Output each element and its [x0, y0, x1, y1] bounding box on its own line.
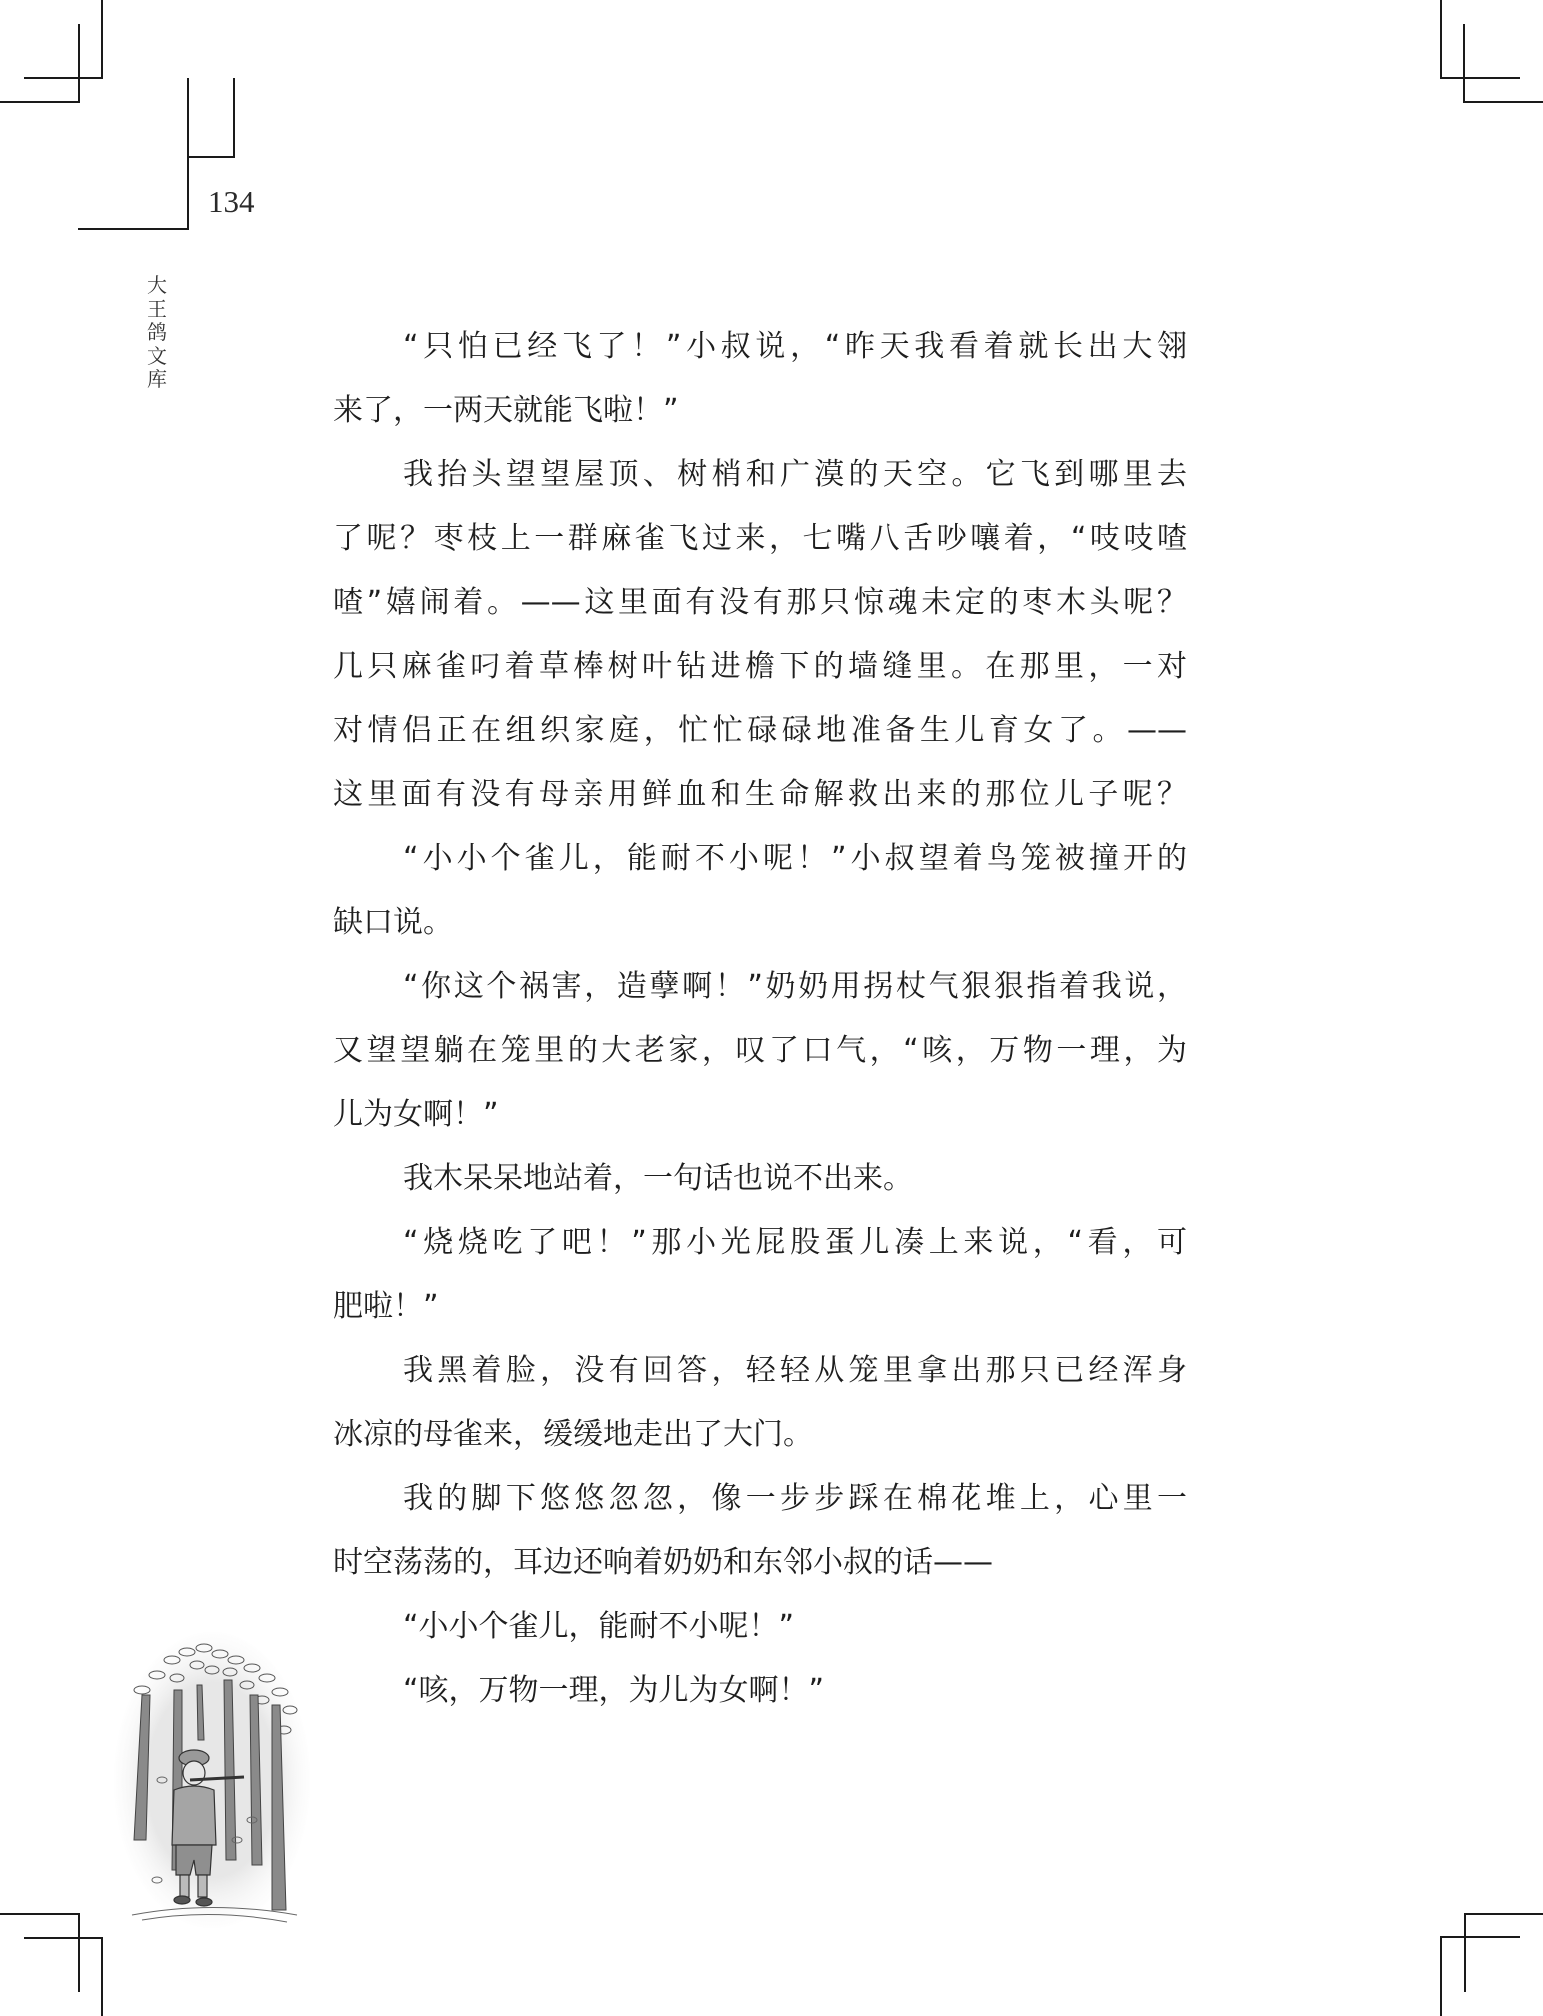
text-line: “你这个祸害，造孽啊！”奶奶用拐杖气狠狠指着我说，: [403, 969, 1187, 1004]
text-line: 对情侣正在组织家庭，忙忙碌碌地准备生儿育女了。——: [333, 713, 1187, 748]
series-title: [145, 274, 169, 392]
text-line: 缺口说。: [333, 905, 453, 940]
crop-mark: [1440, 77, 1520, 79]
text-line: 肥啦！”: [333, 1289, 439, 1324]
page-number: 134: [208, 184, 255, 219]
crop-mark: [24, 1937, 103, 1939]
text-line: 这里面有没有母亲用鲜血和生命解救出来的那位儿子呢？: [333, 777, 1187, 812]
body-text: [333, 315, 1187, 1723]
text-line: 我的脚下悠悠忽忽，像一步步踩在棉花堆上，心里一: [403, 1481, 1187, 1516]
crop-mark: [1464, 1913, 1466, 1992]
folio-rule: [188, 156, 235, 158]
crop-mark: [101, 0, 103, 79]
text-line: 喳”嬉闹着。——这里面有没有那只惊魂未定的枣木头呢？: [333, 585, 1187, 620]
series-title-char: 大: [147, 273, 167, 297]
crop-mark: [0, 1913, 80, 1915]
text-line: “烧烧吃了吧！”那小光屁股蛋儿凑上来说，“看，可: [403, 1225, 1187, 1260]
text-line: “小小个雀儿，能耐不小呢！”小叔望着鸟笼被撞开的: [403, 841, 1187, 876]
crop-mark: [1440, 1936, 1442, 2016]
text-line: 儿为女啊！”: [333, 1097, 499, 1132]
crop-mark: [1440, 1936, 1520, 1938]
text-line: 了呢？枣枝上一群麻雀飞过来，七嘴八舌吵嚷着，“吱吱喳: [333, 521, 1187, 556]
crop-mark: [24, 77, 103, 79]
text-line: 又望望躺在笼里的大老家，叹了口气，“咳，万物一理，为: [333, 1033, 1187, 1068]
text-line: “小小个雀儿，能耐不小呢！”: [403, 1609, 795, 1644]
crop-mark: [1463, 24, 1465, 103]
crop-mark: [78, 1913, 80, 1992]
folio-rule: [78, 228, 189, 230]
text-line: 我黑着脸，没有回答，轻轻从笼里拿出那只已经浑身: [403, 1353, 1187, 1388]
folio-rule: [233, 78, 235, 158]
series-title-char: 库: [147, 367, 167, 391]
crop-mark: [1463, 101, 1543, 103]
text-line: 我抬头望望屋顶、树梢和广漠的天空。它飞到哪里去: [403, 457, 1187, 492]
crop-mark: [101, 1937, 103, 2016]
folio-rule: [187, 78, 189, 230]
series-title-char: 文: [147, 343, 167, 368]
crop-mark: [1440, 0, 1442, 79]
text-line: 来了，一两天就能飞啦！”: [333, 393, 679, 428]
text-line: 几只麻雀叼着草棒树叶钻进檐下的墙缝里。在那里，一对: [333, 649, 1187, 684]
crop-mark: [0, 101, 80, 103]
series-title-char: 鸽: [147, 320, 167, 344]
illustration-boy-with-flute: [112, 1630, 312, 1930]
text-line: “咳，万物一理，为儿为女啊！”: [403, 1673, 825, 1708]
crop-mark: [1464, 1913, 1543, 1915]
text-line: “只怕已经飞了！”小叔说，“昨天我看着就长出大翎: [403, 329, 1187, 364]
text-line: 时空荡荡的，耳边还响着奶奶和东邻小叔的话——: [333, 1545, 993, 1580]
crop-mark: [78, 24, 80, 103]
text-line: 冰凉的母雀来，缓缓地走出了大门。: [333, 1417, 813, 1452]
text-line: 我木呆呆地站着，一句话也说不出来。: [403, 1161, 913, 1196]
series-title-char: 王: [147, 296, 167, 321]
